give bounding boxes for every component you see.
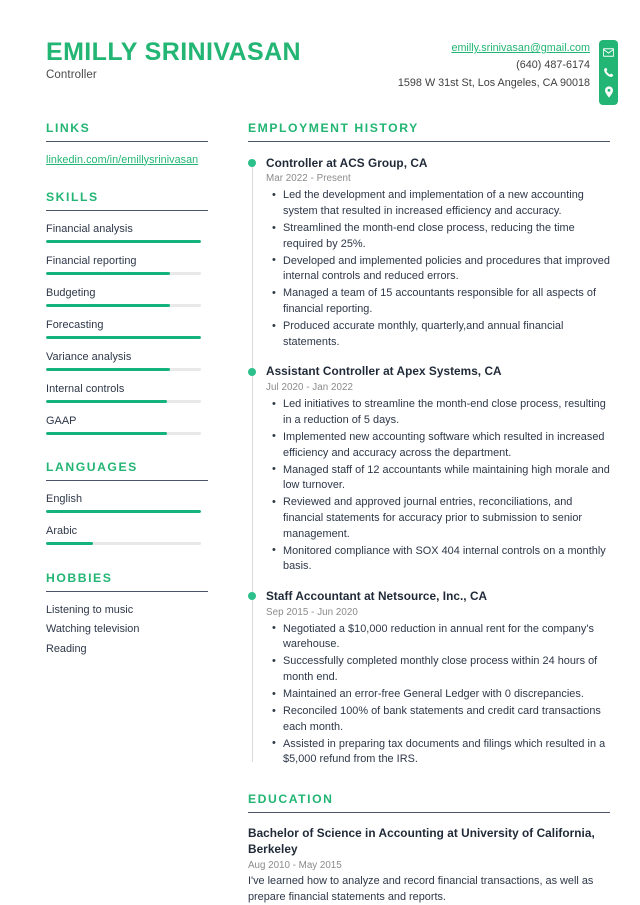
skill-label: GAAP <box>46 414 77 427</box>
employment-item <box>266 589 610 768</box>
contact-email[interactable]: emilly.srinivasan@gmail.com <box>451 42 590 54</box>
skill-bar-fill <box>46 304 170 307</box>
employment-item <box>266 156 610 351</box>
skill-bar-track <box>46 400 201 403</box>
section-education <box>248 792 610 905</box>
job-title: Controller <box>46 69 97 81</box>
section-rule <box>46 480 208 481</box>
skill-row <box>46 223 208 243</box>
contact-icon-strip <box>599 40 618 105</box>
skill-label: Forecasting <box>46 318 104 331</box>
language-bar-track <box>46 542 201 545</box>
contact-email-line <box>398 40 590 57</box>
employment-dates: Mar 2022 - Present <box>266 173 351 185</box>
bullet-item: • Led the development and implementation of a new accounting system that resulted in increased efficiency and accuracy. <box>283 188 610 219</box>
timeline-dot-icon <box>248 592 256 600</box>
employment-item <box>266 364 610 574</box>
page-title: EMILLY SRINIVASAN <box>46 38 301 66</box>
skill-bar-fill <box>46 400 167 403</box>
section-rule <box>46 210 208 211</box>
timeline-dot-icon <box>248 159 256 167</box>
skill-bar-track <box>46 304 201 307</box>
section-skills <box>46 190 208 435</box>
employment-dates: Sep 2015 - Jun 2020 <box>266 606 358 618</box>
section-employment-history <box>248 121 610 769</box>
skill-row <box>46 351 208 371</box>
section-title-languages: LANGUAGES <box>46 459 138 474</box>
bullet-item: • Reviewed and approved journal entries, reconciliations, and financial statements for accuracy prior to submission to senior management. <box>283 495 610 542</box>
section-title-employment: EMPLOYMENT HISTORY <box>248 120 419 135</box>
skill-bar-track <box>46 368 201 371</box>
skill-bar-track <box>46 240 201 243</box>
education-degree: Bachelor of Science in Accounting at University of California, Berkeley <box>248 826 595 856</box>
list-item: Listening to music <box>46 603 134 616</box>
education-dates: Aug 2010 - May 2015 <box>248 859 342 871</box>
section-links <box>46 121 208 168</box>
skill-bar-fill <box>46 368 170 371</box>
section-languages <box>46 460 208 545</box>
header-contact <box>398 40 640 105</box>
bullet-item: • Streamlined the month-end close process, reducing the time required by 25%. <box>283 221 610 252</box>
bullet-item: • Negotiated a $10,000 reduction in annual rent for the company's warehouse. <box>283 622 610 653</box>
skill-label: Internal controls <box>46 382 125 395</box>
skill-bar-track <box>46 272 201 275</box>
language-bar-fill <box>46 510 201 513</box>
bullet-item: • Managed staff of 12 accountants while maintaining high morale and low turnover. <box>283 463 610 494</box>
bullet-item: • Produced accurate monthly, quarterly,and annual financial statements. <box>283 319 610 350</box>
employment-timeline <box>248 156 610 769</box>
bullet-item: • Monitored compliance with SOX 404 internal controls on a monthly basis. <box>283 544 610 575</box>
phone-icon <box>599 64 618 82</box>
section-rule <box>46 141 208 142</box>
education-item <box>248 826 610 905</box>
section-hobbies <box>46 571 208 661</box>
skill-label: Financial reporting <box>46 254 137 267</box>
section-title-hobbies: HOBBIES <box>46 570 113 585</box>
skill-bar-fill <box>46 272 170 275</box>
bullet-item: • Successfully completed monthly close process within 24 hours of month end. <box>283 654 610 685</box>
employment-dates: Jul 2020 - Jan 2022 <box>266 382 354 394</box>
resume-body <box>0 105 640 905</box>
sidebar <box>0 121 208 905</box>
bullet-item: • Implemented new accounting software which resulted in increased efficiency and accuracy across the department. <box>283 430 610 461</box>
contact-address: 1598 W 31st St, Los Angeles, CA 90018 <box>397 76 590 89</box>
section-title-skills: SKILLS <box>46 189 99 204</box>
section-rule <box>248 141 610 142</box>
employment-role: Assistant Controller at Apex Systems, CA <box>266 364 502 379</box>
employment-bullets <box>266 397 610 575</box>
bullet-item: • Maintained an error-free General Ledger with 0 discrepancies. <box>283 687 610 703</box>
section-rule <box>46 591 208 592</box>
section-title-education: EDUCATION <box>248 792 334 807</box>
language-bar-fill <box>46 542 93 545</box>
hobby-list <box>46 601 208 661</box>
employment-bullets <box>266 622 610 768</box>
skill-label: Financial analysis <box>46 222 133 235</box>
skill-row <box>46 255 208 275</box>
contact-phone: (640) 487-6174 <box>516 59 590 72</box>
language-bar-track <box>46 510 201 513</box>
bullet-item: • Assisted in preparing tax documents and filings which resulted in a $5,000 refund from the IRS. <box>283 737 610 768</box>
bullet-item: • Managed a team of 15 accountants responsible for all aspects of financial reporting. <box>283 286 610 317</box>
skill-row <box>46 383 208 403</box>
timeline-dot-icon <box>248 368 256 376</box>
bullet-item: • Developed and implemented policies and procedures that improved internal controls and reduced errors. <box>283 254 610 285</box>
skill-bar-fill <box>46 240 201 243</box>
header-identity <box>0 38 301 81</box>
contact-details <box>398 40 599 92</box>
location-pin-icon <box>599 83 618 101</box>
envelope-icon <box>599 44 618 62</box>
skill-label: Variance analysis <box>46 350 132 363</box>
bullet-item: • Reconciled 100% of bank statements and credit card transactions each month. <box>283 704 610 735</box>
employment-role: Controller at ACS Group, CA <box>266 155 428 170</box>
skill-row <box>46 415 208 435</box>
language-label: English <box>46 492 83 505</box>
skill-bar-fill <box>46 336 201 339</box>
language-row <box>46 525 208 545</box>
link-linkedin[interactable]: linkedin.com/in/emillysrinivasan <box>46 153 199 166</box>
resume-header <box>0 0 640 105</box>
skill-bar-track <box>46 336 201 339</box>
education-description: I've learned how to analyze and record financial transactions, as well as prepare financial statements and reports. <box>248 874 594 903</box>
bullet-item: • Led initiatives to streamline the month-end close process, resulting in a reduction of 5 days. <box>283 397 610 428</box>
section-title-links: LINKS <box>46 120 91 135</box>
main-content <box>208 121 640 905</box>
skill-row <box>46 287 208 307</box>
skill-label: Budgeting <box>46 286 96 299</box>
language-label: Arabic <box>46 524 78 537</box>
skill-bar-track <box>46 432 201 435</box>
list-item: Watching television <box>46 623 140 636</box>
skill-bar-fill <box>46 432 167 435</box>
employment-role: Staff Accountant at Netsource, Inc., CA <box>266 588 488 603</box>
list-item: Reading <box>46 643 87 656</box>
skill-row <box>46 319 208 339</box>
language-row <box>46 493 208 513</box>
section-rule <box>248 812 610 813</box>
employment-bullets <box>266 188 610 350</box>
